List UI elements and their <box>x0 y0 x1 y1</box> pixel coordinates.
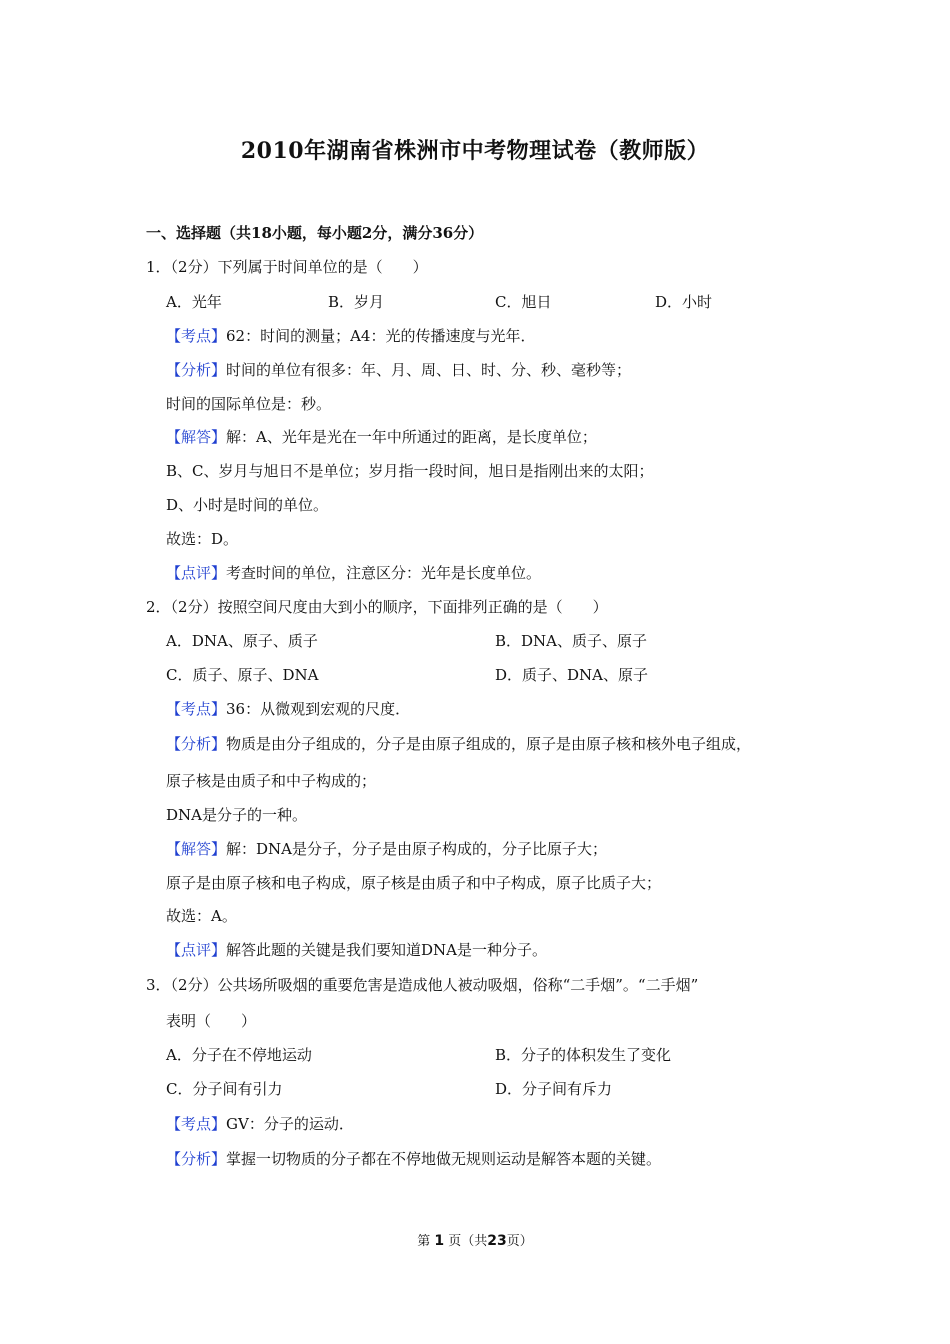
q3-option-b: B．分子的体积发生了变化 <box>495 1046 672 1064</box>
dianping-tag: 【点评】 <box>166 564 227 582</box>
fenxi-tag: 【分析】 <box>166 735 227 753</box>
q1-dianping: 【点评】考查时间的单位，注意区分：光年是长度单位。 <box>166 564 542 582</box>
jieda-tag: 【解答】 <box>166 428 227 446</box>
fenxi-tag: 【分析】 <box>166 1150 227 1168</box>
page-footer: 第 1 页（共23页） <box>417 1233 533 1249</box>
kaodian-tag: 【考点】 <box>166 1115 227 1133</box>
q2-dianping: 【点评】解答此题的关键是我们要知道DNA是一种分子。 <box>166 941 548 959</box>
q2-option-a: A．DNA、原子、质子 <box>166 632 318 650</box>
page-number: 1 <box>434 1233 445 1249</box>
q2-option-c: C．质子、原子、DNA <box>166 666 319 684</box>
q1-stem: 1．（2分）下列属于时间单位的是（ ） <box>146 258 428 276</box>
q2-option-d: D．质子、DNA、原子 <box>495 666 649 684</box>
q2-jieda: 【解答】解：DNA是分子，分子是由原子构成的，分子比原子大； <box>166 840 608 858</box>
q2-fenxi: 【分析】物质是由分子组成的，分子是由原子组成的，原子是由原子核和核外电子组成， <box>166 735 752 753</box>
q3-stem: 3．（2分）公共场所吸烟的重要危害是造成他人被动吸烟，俗称“二手烟”。“二手烟” <box>146 976 699 994</box>
page-title: 2010年湖南省株洲市中考物理试卷（教师版） <box>240 138 710 164</box>
q1-option-c: C．旭日 <box>495 293 552 311</box>
q2-fenxi-line2: 原子核是由质子和中子构成的； <box>166 772 377 790</box>
q1-jieda-line2: B、C、岁月与旭日不是单位；岁月指一段时间，旭日是指刚出来的太阳； <box>166 462 654 480</box>
q2-fenxi-line3: DNA是分子的一种。 <box>166 806 307 824</box>
q2-stem: 2．（2分）按照空间尺度由大到小的顺序，下面排列正确的是（ ） <box>146 598 608 616</box>
q2-jieda-line2: 原子是由原子核和电子构成，原子核是由质子和中子构成，原子比质子大； <box>166 874 662 892</box>
q1-option-d: D．小时 <box>655 293 713 311</box>
total-pages: 23 <box>487 1233 507 1249</box>
q1-kaodian: 【考点】62：时间的测量；A4：光的传播速度与光年． <box>166 327 536 345</box>
fenxi-tag: 【分析】 <box>166 361 227 379</box>
q3-fenxi: 【分析】掌握一切物质的分子都在不停地做无规则运动是解答本题的关键。 <box>166 1150 662 1168</box>
section-heading: 一、选择题（共18小题，每小题2分，满分36分） <box>146 224 484 242</box>
q1-jieda: 【解答】解：A、光年是光在一年中所通过的距离，是长度单位； <box>166 428 597 446</box>
q3-kaodian: 【考点】GV：分子的运动． <box>166 1115 354 1133</box>
q2-kaodian: 【考点】36：从微观到宏观的尺度． <box>166 700 411 718</box>
kaodian-tag: 【考点】 <box>166 700 227 718</box>
q3-option-a: A．分子在不停地运动 <box>166 1046 312 1064</box>
q1-fenxi-line2: 时间的国际单位是：秒。 <box>166 395 332 413</box>
q2-option-b: B．DNA、质子、原子 <box>495 632 648 650</box>
jieda-tag: 【解答】 <box>166 840 227 858</box>
q1-option-a: A．光年 <box>166 293 222 311</box>
q1-jieda-line3: D、小时是时间的单位。 <box>166 496 329 514</box>
q1-fenxi: 【分析】时间的单位有很多：年、月、周、日、时、分、秒、毫秒等； <box>166 361 632 379</box>
q1-answer: 故选：D。 <box>166 530 239 548</box>
q3-stem-line2: 表明（ ） <box>166 1012 257 1030</box>
q1-option-b: B．岁月 <box>328 293 385 311</box>
q3-option-d: D．分子间有斥力 <box>495 1080 613 1098</box>
dianping-tag: 【点评】 <box>166 941 227 959</box>
q3-option-c: C．分子间有引力 <box>166 1080 283 1098</box>
kaodian-tag: 【考点】 <box>166 327 227 345</box>
q2-answer: 故选：A。 <box>166 907 237 925</box>
